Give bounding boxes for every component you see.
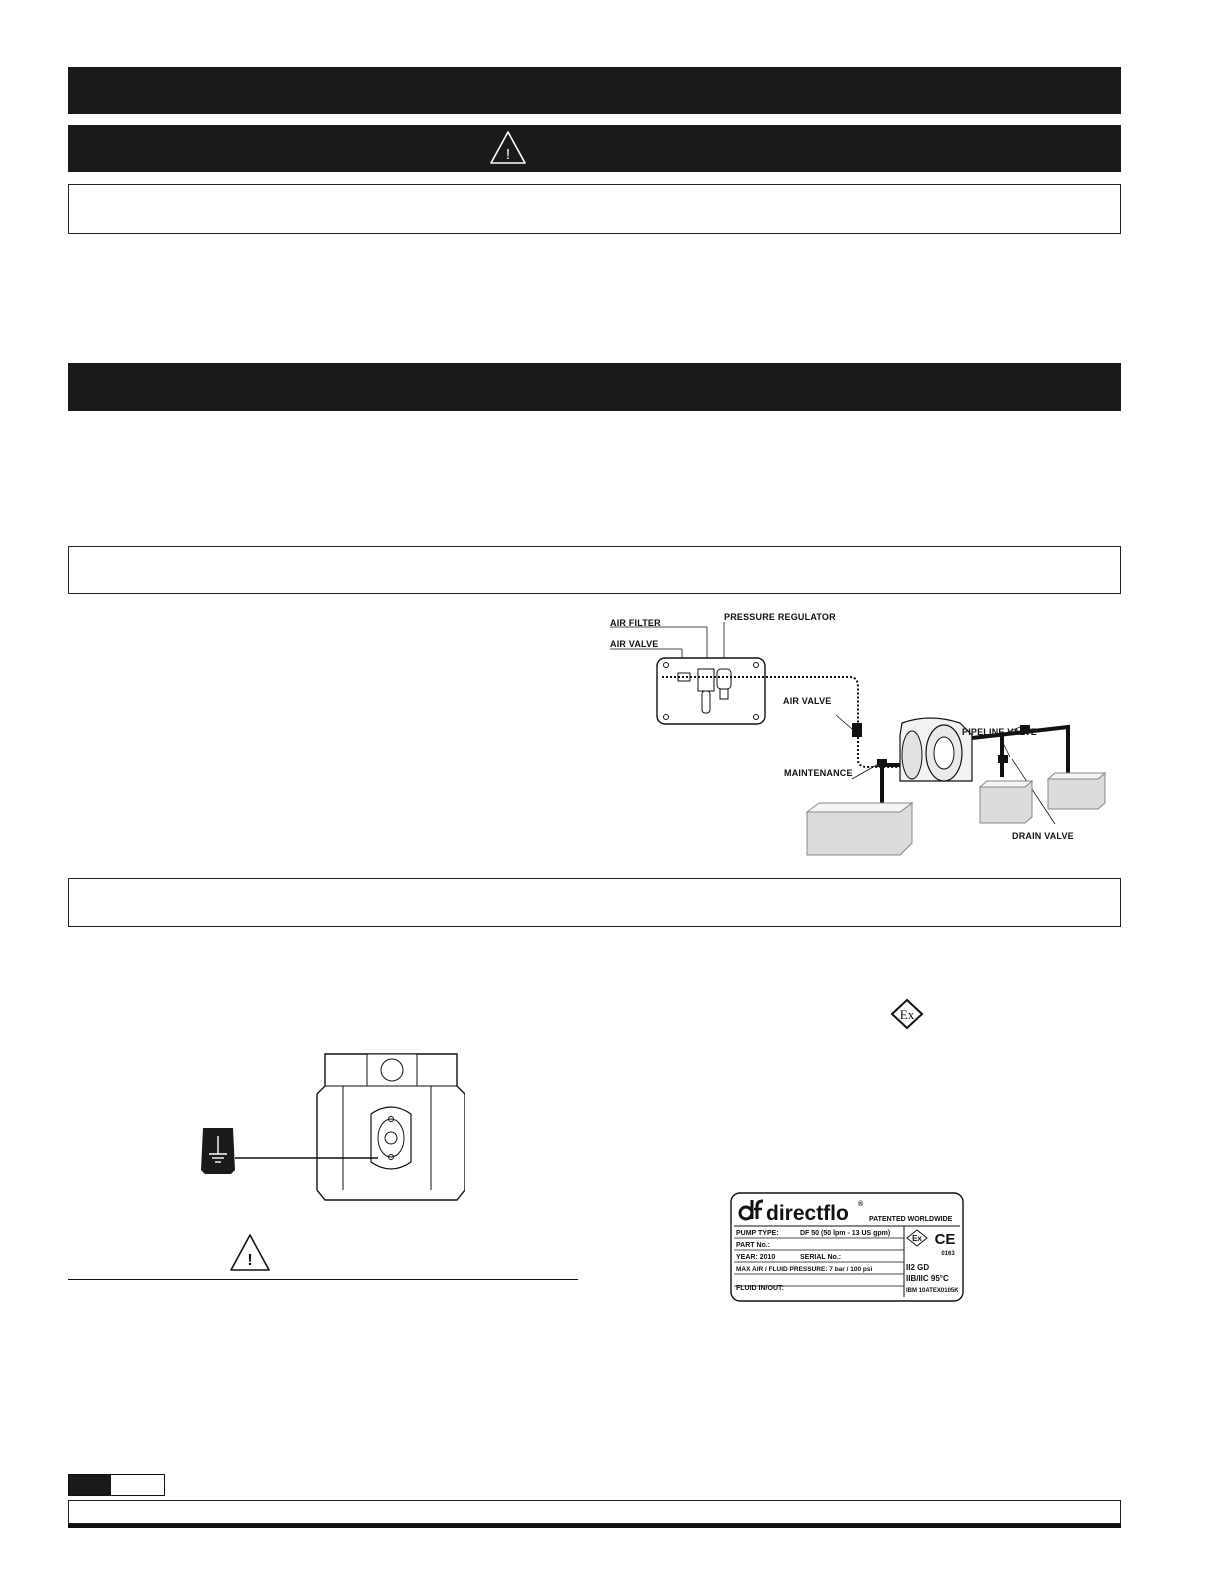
installation-diagram-art [600,605,1120,865]
pump-nameplate [730,1192,964,1302]
svg-text:II2 GD: II2 GD [906,1263,930,1272]
warning-icon-lower [228,1232,272,1274]
svg-text:Ex: Ex [899,1007,915,1022]
warning-icon [488,129,528,167]
svg-text:DF 50 (50 lpm - 13 US gpm): DF 50 (50 lpm - 13 US gpm) [800,1230,891,1237]
svg-text:FLUID IN/OUT:: FLUID IN/OUT: [736,1285,784,1292]
footer-tab [68,1474,165,1496]
ex-symbol-icon [889,998,925,1030]
svg-text:Ex: Ex [912,1234,922,1243]
svg-text:CE: CE [934,1231,956,1248]
label-pipeline-valve: PIPELINE VALVE [962,727,1037,737]
svg-text:!: ! [247,1252,253,1269]
installation-diagram [600,605,1120,865]
notice-box-3 [68,878,1121,927]
svg-text:0163: 0163 [941,1251,955,1257]
label-maintenance: MAINTENANCE [784,768,853,778]
svg-text:YEAR: 2010: YEAR: 2010 [736,1254,776,1261]
section-header-bar [68,363,1121,411]
notice-box-1 [68,184,1121,234]
nameplate-brand: directflo [766,1202,849,1225]
label-air-valve-mid: AIR VALVE [783,696,832,706]
svg-text:SERIAL No.:: SERIAL No.: [800,1254,842,1261]
label-drain-valve: DRAIN VALVE [1012,831,1074,841]
footer-tab-fill [69,1475,111,1495]
label-air-filter: AIR FILTER [610,618,661,628]
svg-text:IIB/IIC 95°C: IIB/IIC 95°C [906,1274,949,1283]
divider-rule [68,1279,578,1280]
svg-text:MAX AIR / FLUID PRESSURE: 7 ba: MAX AIR / FLUID PRESSURE: 7 bar / 100 psi [736,1266,873,1273]
label-air-valve-top: AIR VALVE [610,639,659,649]
svg-text:PATENTED WORLDWIDE: PATENTED WORLDWIDE [869,1216,953,1223]
notice-box-2 [68,546,1121,594]
header-bar-top [68,67,1121,114]
svg-text:®: ® [858,1201,864,1208]
svg-text:IBM 10ATEX0105K: IBM 10ATEX0105K [906,1288,959,1294]
svg-text:PUMP TYPE:: PUMP TYPE: [736,1230,779,1237]
footer-rule [68,1524,1121,1528]
svg-text:PART No.:: PART No.: [736,1242,771,1249]
svg-text:!: ! [505,146,511,163]
warning-header-bar [68,125,1121,172]
label-pressure-regulator: PRESSURE REGULATOR [724,612,836,622]
grounding-diagram [195,1050,465,1210]
footer-box [68,1500,1121,1524]
